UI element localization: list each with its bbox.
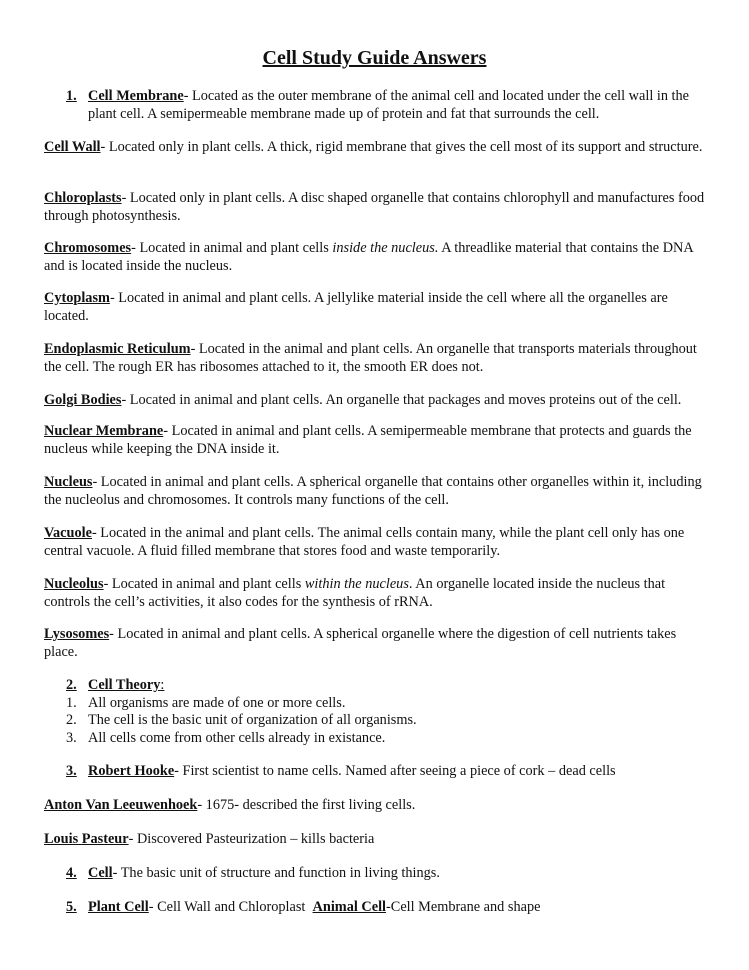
colon: : [160, 677, 165, 693]
entry-chromosomes [44, 240, 706, 275]
entry-golgi [44, 392, 706, 410]
page-title: Cell Study Guide Answers [262, 47, 487, 69]
item-number: 2. [66, 677, 77, 693]
definition: - Located only in plant cells. A thick, rigid membrane that gives the cell most of its support and structure. [100, 139, 703, 155]
entry-cell-wall [44, 139, 706, 157]
emphasis: inside the nucleus. [332, 240, 439, 256]
entry-er [44, 341, 706, 376]
entry-chloroplasts [44, 190, 706, 225]
term: Cytoplasm [44, 290, 110, 306]
entry-vacuole [44, 525, 706, 560]
point-text: All organisms are made of one or more cells. [88, 694, 346, 711]
definition: - Located as the outer membrane of the animal cell and located under the cell wall in the plant cell. A semipermeable membrane made up of protein and fat that surrounds the cell. [88, 88, 690, 122]
term: Golgi Bodies [44, 392, 122, 408]
term: Lysosomes [44, 626, 110, 642]
term: Nucleolus [44, 576, 104, 592]
definition: - Located in animal and plant cells [131, 240, 333, 256]
item-cell-theory [66, 677, 706, 747]
definition: - Located in animal and plant cells [103, 576, 305, 592]
definition: - First scientist to name cells. Named after seeing a piece of cork – dead cells [174, 763, 616, 779]
term: Cell Wall [44, 139, 101, 155]
definition: - The basic unit of structure and function in living things. [112, 865, 440, 881]
term: Anton Van Leeuwenhoek [44, 797, 198, 813]
definition: - Located only in plant cells. A disc shaped organelle that contains chlorophyll and manufactures food through photosynthesis. [44, 190, 705, 224]
definition-cont: A threadlike material that contains the DNA and is located inside the nucleus. [44, 240, 693, 274]
definition: - Located in animal and plant cells. An organelle that packages and moves proteins out of the cell. [121, 392, 682, 408]
term: Plant Cell [88, 899, 149, 915]
point-number: 1. [66, 694, 77, 711]
term: Cell Membrane [88, 88, 184, 104]
term: Chloroplasts [44, 190, 122, 206]
term-2: Animal Cell [312, 899, 387, 915]
entry-lysosomes [44, 626, 706, 661]
point-number: 3. [66, 729, 77, 746]
term: Nuclear Membrane [44, 423, 164, 439]
entry-pasteur [44, 831, 706, 849]
definition: - Located in the animal and plant cells. An organelle that transports materials throughout the cell. The rough ER has ribosomes attached to it, the smooth ER does not. [44, 341, 697, 375]
item-number: 3. [66, 763, 77, 779]
item-plant-animal-cell [66, 899, 706, 917]
definition: - Located in animal and plant cells. A spherical organelle that contains other organelles within it, including the nucleolus and chromosomes. It controls many functions of the cell. [44, 474, 702, 508]
definition-cont: . An organelle located inside the nucleus that controls the cell’s activities, it also codes for the synthesis of rRNA. [44, 576, 666, 610]
definition-2: -Cell Membrane and shape [386, 899, 541, 915]
definition: - Located in animal and plant cells. A spherical organelle where the digestion of cell nutrients takes place. [44, 626, 677, 660]
term: Vacuole [44, 525, 92, 541]
entry-nucleus [44, 474, 706, 509]
item-robert-hooke [66, 763, 706, 781]
entry-anton [44, 797, 706, 815]
item-number: 5. [66, 899, 77, 915]
theory-point [66, 695, 706, 713]
term: Cell [88, 865, 113, 881]
emphasis: within the nucleus [304, 576, 409, 592]
definition: - Located in animal and plant cells. A jellylike material inside the cell where all the organelles are located. [44, 290, 668, 324]
term: Nucleus [44, 474, 93, 490]
definition: - Located in animal and plant cells. A semipermeable membrane that protects and guards the nucleus while keeping the DNA inside it. [44, 423, 692, 457]
point-text: All cells come from other cells already in existance. [88, 729, 386, 746]
definition: - Cell Wall and Chloroplast [148, 899, 313, 915]
term: Cell Theory [88, 677, 161, 693]
entry-nucleolus [44, 576, 706, 611]
point-text: The cell is the basic unit of organization of all organisms. [88, 712, 417, 728]
point-number: 2. [66, 712, 77, 728]
entry-nuclear-membrane [44, 423, 706, 458]
item-cell-membrane [66, 88, 706, 123]
term: Chromosomes [44, 240, 132, 256]
term: Robert Hooke [88, 763, 175, 779]
term: Louis Pasteur [44, 831, 129, 847]
definition: - Discovered Pasteurization – kills bacteria [128, 831, 375, 847]
item-number: 4. [66, 865, 77, 881]
definition: - 1675- described the first living cells. [197, 797, 416, 813]
theory-point [66, 730, 706, 748]
entry-cytoplasm [44, 290, 706, 325]
definition: - Located in the animal and plant cells. The animal cells contain many, while the plant cell only has one central vacuole. A fluid filled membrane that stores food and waste temporarily. [44, 525, 685, 559]
term: Endoplasmic Reticulum [44, 341, 191, 357]
theory-point [66, 712, 706, 730]
item-number: 1. [66, 88, 77, 104]
item-cell [66, 865, 706, 883]
